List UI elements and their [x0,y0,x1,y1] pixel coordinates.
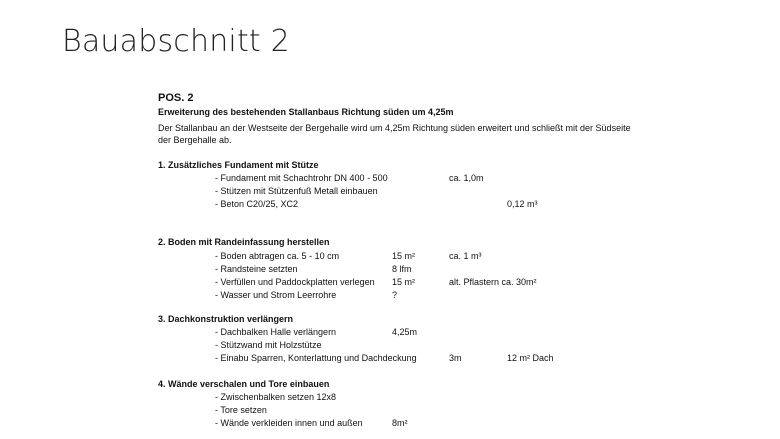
list-item: - Beton C20/25, XC2 [215,199,299,209]
list-item-value: ca. 1 m³ [449,251,482,261]
intro-line-1: Der Stallanbau an der Westseite der Bergehalle wird um 4,25m Richtung süden erweitert und schließt mit der Südseite [158,123,631,133]
doc-heading: Erweiterung des bestehenden Stallanbaus Richtung süden um 4,25m [158,107,454,117]
pos-label: POS. 2 [158,92,194,104]
list-item: - Stützwand mit Holzstütze [215,340,322,350]
list-item-value: 3m [449,353,462,363]
intro-line-2: der Bergehalle ab. [158,135,232,145]
list-item-value: 0,12 m³ [507,199,538,209]
list-item: - Dachbalken Halle verlängern [215,327,337,337]
list-item-value: alt. Pflastern ca. 30m² [449,277,537,287]
list-item-value: 4,25m [392,327,418,337]
section-title: 1. Zusätzliches Fundament mit Stütze [158,160,319,170]
list-item: - Randsteine setzten [215,264,298,274]
list-item: - Fundament mit Schachtrohr DN 400 - 500 [215,173,388,183]
list-item: - Zwischenbalken setzen 12x8 [215,392,337,402]
list-item-value: 8 lfm [392,264,412,274]
list-item-value: ca. 1,0m [449,173,484,183]
list-item: - Wände verkleiden innen und außen [215,418,363,428]
list-item: - Tore setzen [215,405,267,415]
list-item-value: 15 m² [392,251,416,261]
list-item: - Stützen mit Stützenfuß Metall einbauen [215,186,378,196]
list-item-value: 12 m² Dach [507,353,554,363]
slide-title: Bauabschnitt 2 [62,24,290,59]
list-item-value: 15 m² [392,277,416,287]
list-item-value: 8m² [392,418,408,428]
section-title: 3. Dachkonstruktion verlängern [158,314,294,324]
list-item: - Boden abtragen ca. 5 - 10 cm [215,251,340,261]
section-title: 4. Wände verschalen und Tore einbauen [158,379,330,389]
list-item: - Wasser und Strom Leerrohre [215,290,337,300]
list-item: - Verfüllen und Paddockplatten verlegen [215,277,375,287]
list-item: - Einabu Sparren, Konterlattung und Dachdeckung [215,353,417,363]
list-item-value: ? [392,290,398,300]
section-title: 2. Boden mit Randeinfassung herstellen [158,237,330,247]
